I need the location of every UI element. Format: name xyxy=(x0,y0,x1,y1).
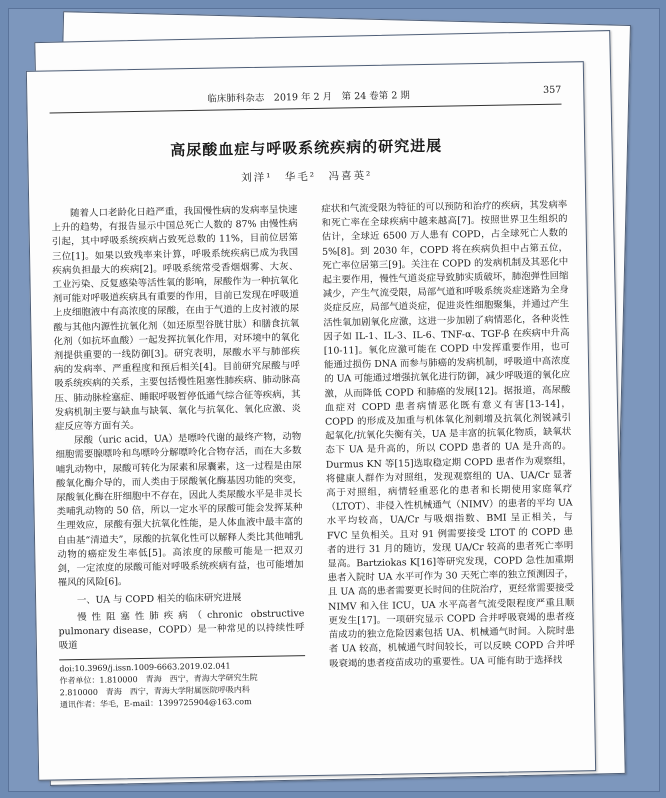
journal-name: 临床肺科杂志 2019 年 2 月 第 24 卷第 2 期 xyxy=(207,90,410,105)
page-number: 357 xyxy=(543,84,562,96)
section-heading: 一、UA 与 COPD 相关的临床研究进展 xyxy=(76,592,242,607)
running-header xyxy=(49,85,561,114)
body-paragraph: 慢性阻塞性肺疾病（chronic obstructive pulmonary disease，COPD）是一种常见的以持续性呼吸道 xyxy=(58,607,305,652)
right-column xyxy=(321,198,575,671)
body-paragraph: 尿酸（uric acid，UA）是嘌呤代谢的最终产物，动物细胞需要腺嘌呤和鸟嘌呤分解嘌呤化合物存活，而在大多数哺乳动物中，尿酸可转化为尿素和尿囊素，这一过程是由尿酸氧化酶介导的，而人类由于尿酸氧化酶基因功能的突变，尿酸氧化酶在肝细胞中不存在，因此人类尿酸水平是非灵长类哺乳动物的 50 倍，所以一定水平的尿酸可能会发挥某种生理效应，尿酸有强大抗氧化性能，是人体血液中最丰富的自由基“清道夫”，尿酸的抗氧化性可以解释人类比其他哺乳动物的癌症发生率低[5]。高浓度的尿酸可能是一把双刃剑，一定浓度的尿酸可能对呼吸系统疾病有益，也可能增加罹风的风险[6]。 xyxy=(55,431,304,589)
article-title: 高尿酸血症与呼吸系统疾病的研究进展 xyxy=(170,136,443,160)
left-column xyxy=(51,203,305,654)
affiliation-line: 2.810000 青海 西宁，青海大学附属医院呼吸内科 xyxy=(59,685,250,698)
body-paragraph: 症状和气流受限为特征的可以预防和治疗的疾病，其发病率和死亡率在全球疾病中越来越高[7]。按照世界卫生组织的估计，全球近 6500 万人患有 COPD，占全球死亡人数的 5%[8]。到 2030 年，COPD 将在疾病负担中占第五位，死亡率位居第三[9]。关注在 COPD 的发病机制及其恶化中起主要作用，慢性气道炎症导致肺实质破坏，肺泡弹性回缩减少，产生气流受限，局部气道和呼吸系统炎症迷路为全身炎症反应，局部气道炎症，促进炎性细胞聚集，并通过产生活性氧加剧氧化应激，这进一步加剧了病情恶化，各种炎性因子如 IL-1、IL-3、IL-6、TNF-α、TGF-β 在疾病中升高[10-11]。氧化应激可能在 COPD 中发挥重要作用，也可能通过损伤 DNA 而参与肺癌的发病机制，呼吸道中高浓度的 UA 可能通过增强抗氧化进行防御，减少呼吸道的氧化应激，从而降低 COPD 和肺癌的发展[12]。据报道，高尿酸血症对 COPD 患者病情恶化既有意义有害[13-14]，COPD 的形成及加重与机体氧化剂刺增及抗氧化剂锐减引起氧化/抗氧化失衡有关，UA 是丰富的抗氧化物质，缺氧状态下 UA 是升高的，所以 COPD 患者的 UA 是升高的。Durmus KN 等[15]选取稳定期 COPD 患者作为观察组，将健康人群作为对照组，发现观察组的 UA、UA/Cr 显著高于对照组，病情轻重恶化的患者和长期使用家庭氧疗（LTOT）、非侵入性机械通气（NIMV）的患者的平均 UA 水平均较高，UA/Cr 与吸烟指数、BMI 呈正相关，与 FVC 呈负相关。且对 91 例需要接受 LTOT 的 COPD 患者的进行 31 月的随访，发现 UA/Cr 较高的患者死亡率明显高。Bartziokas K[16]等研究发现，COPD 急性加重期患者入院时 UA 水平可作为 30 天死亡率的独立预测因子，且 UA 高的患者需要更长时间的住院治疗，更经常需要接受 NIMV 和入住 ICU，UA 水平高者气流受限程度严重且顺更发生[17]。一项研究显示 COPD 合并呼吸衰竭的患者疫苗成功的独立危险因素包括 UA、机械通气时间。入院时患者 UA 较高，机械通气时间较长，可以反映 COPD 合并呼吸衰竭的患者疫苗成功的重要性。UA 可能有助于选择找 xyxy=(321,199,576,670)
doi-line: doi:10.3969/j.issn.1009-6663.2019.02.041 xyxy=(59,661,231,674)
correspondence-line: 通讯作者：华毛，E-mail：1399725904@163.com xyxy=(59,697,252,710)
affiliation-line: 作者单位：1.810000 青海 西宁，青海大学研究生院 xyxy=(59,672,258,686)
article-authors: 刘洋¹ 华毛² 冯喜英² xyxy=(241,169,373,185)
journal-page xyxy=(26,61,596,781)
footnotes xyxy=(59,655,306,711)
body-paragraph: 随着人口老龄化日趋严重，我国慢性病的发病率呈快速上升的趋势，有报告显示中国总死亡人数的 87% 由慢性病引起，其中呼吸系统疾病占致死总数的 11%，目前位居第三位[1]。如果以致残率来计算，呼吸系统疾病已成为我国疾病负担最大的疾病[2]。呼吸系统常受香烟烟雾、大灰、工业污染、反复感染等活性氧的影响，尿酸作为一种抗氧化剂可能对呼吸道疾病具有重要的作用，目前已发现在呼吸道上皮细胞液中有高浓度的尿酸，在由于气道的上皮衬液的尿酸与其他内源性抗氧化剂（如还原型谷胱甘肽）和膳食抗氧化剂（如抗坏血酸）一起发挥抗氧化作用，对环境中的氧化剂提供重要的一线防御[3]。研究表明，尿酸水平与肺部疾病的发病率、严重程度和预后相关[4]。目前研究尿酸与呼吸系统疾病的关系，主要包括慢性阻塞性肺疾病、肺动脉高压、肺动脉栓塞症、睡眠呼吸暂停低通气综合征等疾病，其发病机制主要与缺血与缺氧、氧化与抗氧化、氧化应激、炎症反应等方面有关。 xyxy=(51,204,301,433)
